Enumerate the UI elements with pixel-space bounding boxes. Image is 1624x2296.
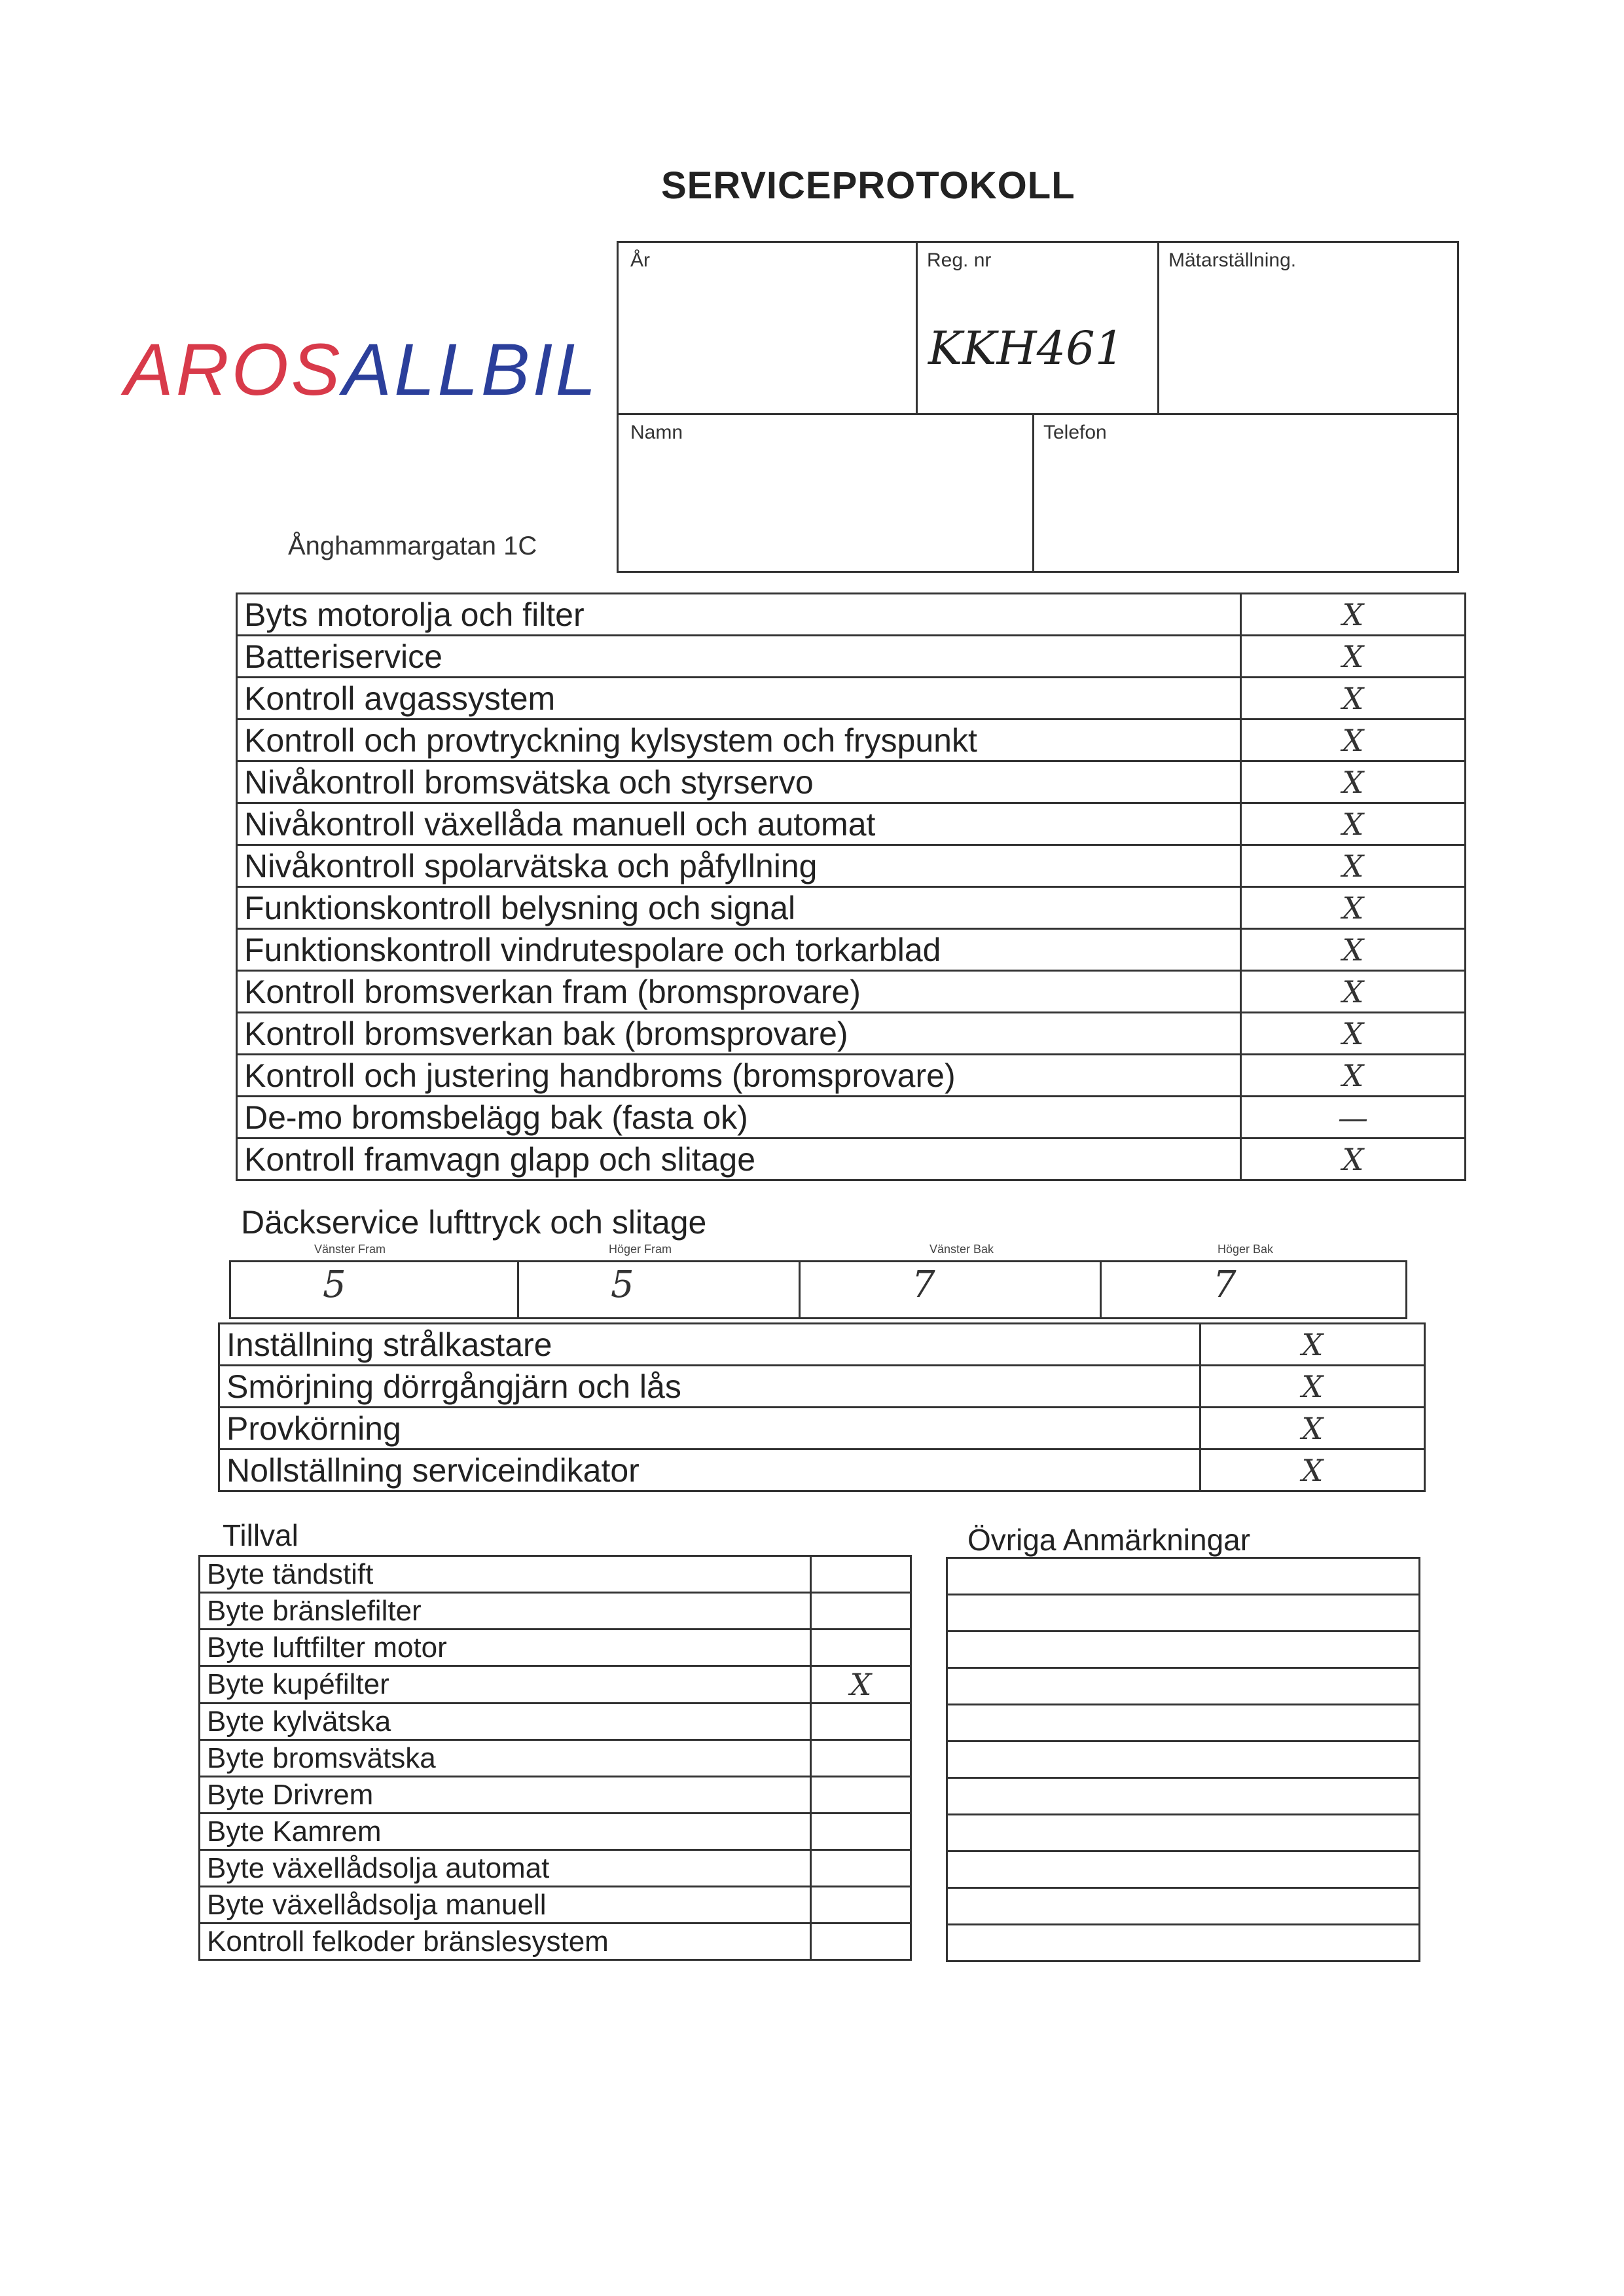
tyre-value: 5 — [323, 1264, 346, 1306]
ovriga-row[interactable] — [947, 1741, 1420, 1778]
tillval-item-mark[interactable] — [811, 1630, 911, 1666]
tillval-item-mark[interactable] — [811, 1923, 911, 1960]
tillval-item-mark[interactable] — [811, 1887, 911, 1923]
tillval-heading: Tillval — [223, 1518, 298, 1552]
ar-field[interactable] — [617, 241, 918, 415]
checklist-item-label: Nollställning serviceindikator — [219, 1449, 1200, 1491]
checklist-item-mark[interactable]: X — [1241, 761, 1466, 803]
tillval-row — [200, 1923, 911, 1960]
ovriga-row[interactable] — [947, 1851, 1420, 1888]
checklist-row — [237, 594, 1466, 636]
tyre-value: 5 — [611, 1264, 634, 1306]
ovriga-row-cell[interactable] — [947, 1741, 1420, 1778]
tyre-value: 7 — [1213, 1264, 1236, 1306]
ovriga-table — [946, 1557, 1420, 1962]
checklist-item-label: Kontroll bromsverkan bak (bromsprovare) — [237, 1013, 1241, 1055]
checklist-item-mark[interactable]: X — [1241, 636, 1466, 678]
checklist-item-label: Funktionskontroll belysning och signal — [237, 887, 1241, 929]
ovriga-row-cell[interactable] — [947, 1925, 1420, 1961]
checklist-row — [219, 1324, 1425, 1366]
checklist-row — [237, 761, 1466, 803]
checklist-item-label: Nivåkontroll växellåda manuell och automat — [237, 803, 1241, 845]
service-checklist-2 — [218, 1322, 1426, 1492]
checklist-item-mark[interactable]: X — [1200, 1449, 1425, 1491]
checklist-item-label: De-mo bromsbelägg bak (fasta ok) — [237, 1097, 1241, 1139]
matarstallning-label: Mätarställning. — [1168, 249, 1297, 271]
tillval-item-label: Kontroll felkoder bränslesystem — [200, 1923, 811, 1960]
checklist-item-mark[interactable]: X — [1241, 1055, 1466, 1097]
tillval-item-label: Byte luftfilter motor — [200, 1630, 811, 1666]
checklist-item-mark[interactable]: X — [1241, 845, 1466, 887]
tillval-row — [200, 1740, 911, 1777]
checklist-item-label: Nivåkontroll bromsvätska och styrservo — [237, 761, 1241, 803]
checklist-item-mark[interactable]: X — [1200, 1408, 1425, 1449]
tillval-item-mark[interactable] — [811, 1740, 911, 1777]
ovriga-row-cell[interactable] — [947, 1595, 1420, 1631]
checklist-row — [237, 1013, 1466, 1055]
checklist-item-label: Kontroll och justering handbroms (bromsprovare) — [237, 1055, 1241, 1097]
ovriga-row-cell[interactable] — [947, 1815, 1420, 1851]
ovriga-row[interactable] — [947, 1778, 1420, 1815]
company-address: Ånghammargatan 1C — [288, 532, 537, 560]
checklist-row — [237, 1055, 1466, 1097]
checklist-row — [237, 1139, 1466, 1180]
ovriga-row-cell[interactable] — [947, 1668, 1420, 1705]
tillval-item-mark[interactable] — [811, 1850, 911, 1887]
tillval-item-label: Byte växellådsolja manuell — [200, 1887, 811, 1923]
tillval-row — [200, 1777, 911, 1813]
checklist-row — [219, 1366, 1425, 1408]
ovriga-row-cell[interactable] — [947, 1558, 1420, 1595]
checklist-row — [237, 803, 1466, 845]
checklist-item-mark[interactable]: X — [1241, 1139, 1466, 1180]
tillval-item-mark[interactable] — [811, 1813, 911, 1850]
regnr-field[interactable] — [916, 241, 1159, 415]
tillval-row — [200, 1813, 911, 1850]
checklist-item-label: Smörjning dörrgångjärn och lås — [219, 1366, 1200, 1408]
tillval-row — [200, 1666, 911, 1704]
matarstallning-field[interactable] — [1157, 241, 1459, 415]
tyre-column-label: Höger Bak — [1218, 1243, 1274, 1256]
checklist-item-label: Nivåkontroll spolarvätska och påfyllning — [237, 845, 1241, 887]
ovriga-row-cell[interactable] — [947, 1851, 1420, 1888]
ovriga-row[interactable] — [947, 1888, 1420, 1925]
tillval-item-mark[interactable] — [811, 1777, 911, 1813]
tillval-item-label: Byte kupéfilter — [200, 1666, 811, 1704]
ovriga-row-cell[interactable] — [947, 1888, 1420, 1925]
logo-part-allbil: ALLBIL — [342, 329, 599, 410]
checklist-item-label: Kontroll framvagn glapp och slitage — [237, 1139, 1241, 1180]
checklist-item-label: Kontroll och provtryckning kylsystem och fryspunkt — [237, 720, 1241, 761]
tyre-value: 7 — [912, 1264, 935, 1306]
checklist-item-label: Batteriservice — [237, 636, 1241, 678]
tillval-item-mark[interactable]: X — [811, 1666, 911, 1704]
ar-label: År — [630, 249, 650, 271]
tyre-column-label: Vänster Fram — [314, 1243, 386, 1256]
checklist-item-mark[interactable]: X — [1200, 1324, 1425, 1366]
tillval-row — [200, 1704, 911, 1740]
checklist-item-label: Funktionskontroll vindrutespolare och torkarblad — [237, 929, 1241, 971]
tyre-heading: Däckservice lufttryck och slitage — [241, 1204, 707, 1241]
tyre-table — [229, 1260, 1407, 1319]
tyre-cell[interactable] — [519, 1262, 801, 1317]
tillval-row — [200, 1556, 911, 1593]
ovriga-row[interactable] — [947, 1558, 1420, 1595]
ovriga-row-cell[interactable] — [947, 1705, 1420, 1741]
checklist-row — [237, 929, 1466, 971]
ovriga-row-cell[interactable] — [947, 1631, 1420, 1668]
checklist-item-mark[interactable]: X — [1241, 971, 1466, 1013]
tillval-table — [198, 1555, 912, 1961]
checklist-row — [237, 971, 1466, 1013]
checklist-item-label: Inställning strålkastare — [219, 1324, 1200, 1366]
tyre-cell[interactable] — [231, 1262, 519, 1317]
checklist-row — [219, 1408, 1425, 1449]
checklist-row — [237, 678, 1466, 720]
regnr-label: Reg. nr — [927, 249, 992, 271]
telefon-label: Telefon — [1043, 422, 1107, 443]
ovriga-row[interactable] — [947, 1668, 1420, 1705]
ovriga-heading: Övriga Anmärkningar — [967, 1523, 1251, 1557]
tillval-item-label: Byte växellådsolja automat — [200, 1850, 811, 1887]
tyre-cell[interactable] — [801, 1262, 1102, 1317]
tillval-row — [200, 1850, 911, 1887]
tillval-item-label: Byte kylvätska — [200, 1704, 811, 1740]
ovriga-row[interactable] — [947, 1705, 1420, 1741]
tyre-cell[interactable] — [1102, 1262, 1409, 1317]
checklist-row — [237, 720, 1466, 761]
checklist-item-mark[interactable]: X — [1241, 803, 1466, 845]
tillval-item-label: Byte Drivrem — [200, 1777, 811, 1813]
tillval-item-mark[interactable] — [811, 1704, 911, 1740]
tillval-item-label: Byte bränslefilter — [200, 1593, 811, 1630]
checklist-item-mark[interactable]: X — [1241, 887, 1466, 929]
checklist-item-mark[interactable]: X — [1241, 678, 1466, 720]
tillval-item-label: Byte Kamrem — [200, 1813, 811, 1850]
checklist-item-mark[interactable]: X — [1241, 1013, 1466, 1055]
ovriga-row[interactable] — [947, 1595, 1420, 1631]
page-title: SERVICEPROTOKOLL — [661, 164, 1075, 207]
ovriga-row[interactable] — [947, 1815, 1420, 1851]
checklist-row — [219, 1449, 1425, 1491]
logo-part-aros: AROS — [124, 329, 343, 410]
telefon-field[interactable] — [1032, 413, 1459, 573]
checklist-item-mark[interactable]: X — [1241, 594, 1466, 636]
tillval-row — [200, 1630, 911, 1666]
regnr-value: KKH461 — [928, 321, 1125, 375]
checklist-item-mark[interactable]: X — [1200, 1366, 1425, 1408]
checklist-item-label: Provkörning — [219, 1408, 1200, 1449]
service-checklist — [236, 592, 1466, 1181]
checklist-item-mark[interactable]: — — [1241, 1097, 1466, 1139]
checklist-item-mark[interactable]: X — [1241, 720, 1466, 761]
checklist-item-label: Byts motorolja och filter — [237, 594, 1241, 636]
ovriga-row-cell[interactable] — [947, 1778, 1420, 1815]
ovriga-row[interactable] — [947, 1631, 1420, 1668]
ovriga-row[interactable] — [947, 1925, 1420, 1961]
checklist-row — [237, 1097, 1466, 1139]
checklist-row — [237, 636, 1466, 678]
checklist-row — [237, 887, 1466, 929]
namn-label: Namn — [630, 422, 683, 443]
tillval-item-mark[interactable] — [811, 1556, 911, 1593]
company-logo — [124, 327, 599, 412]
tillval-row — [200, 1593, 911, 1630]
tillval-row — [200, 1887, 911, 1923]
checklist-row — [237, 845, 1466, 887]
checklist-item-label: Kontroll avgassystem — [237, 678, 1241, 720]
tillval-item-label: Byte bromsvätska — [200, 1740, 811, 1777]
tyre-column-label: Höger Fram — [609, 1243, 672, 1256]
checklist-item-mark[interactable]: X — [1241, 929, 1466, 971]
namn-field[interactable] — [617, 413, 1034, 573]
checklist-item-label: Kontroll bromsverkan fram (bromsprovare) — [237, 971, 1241, 1013]
tyre-column-label: Vänster Bak — [929, 1243, 994, 1256]
tillval-item-mark[interactable] — [811, 1593, 911, 1630]
tillval-item-label: Byte tändstift — [200, 1556, 811, 1593]
